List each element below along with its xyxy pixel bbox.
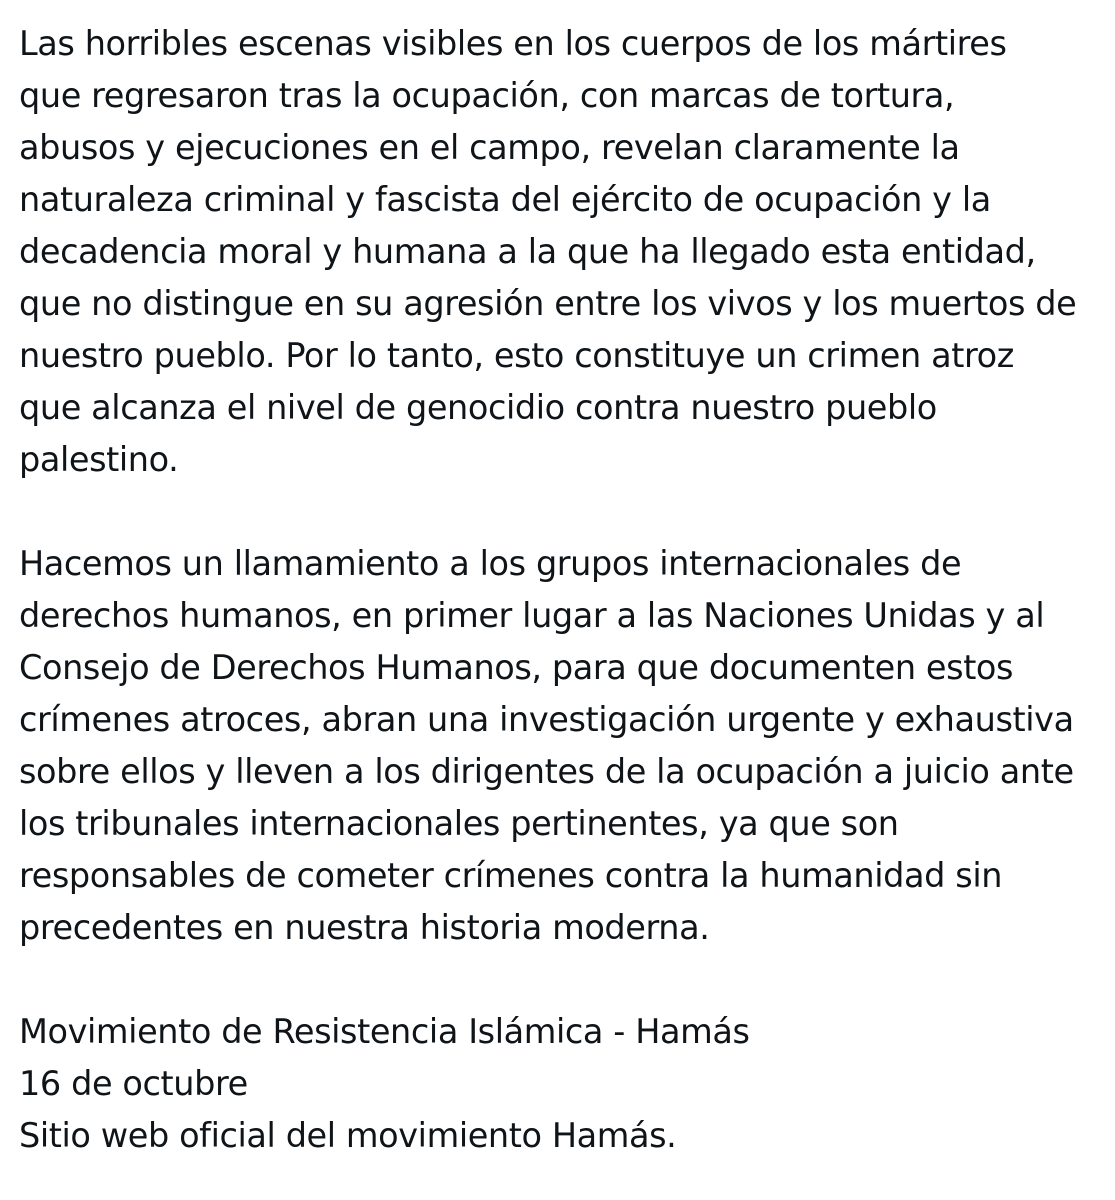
text-line: Consejo de Derechos Humanos, para que documenten estos (19, 648, 1014, 687)
paragraph-1 (19, 18, 1101, 486)
text-line: naturaleza criminal y fascista del ejército de ocupación y la (19, 180, 991, 219)
text-line: sobre ellos y lleven a los dirigentes de la ocupación a juicio ante (19, 752, 1074, 791)
text-line: Las horribles escenas visibles en los cuerpos de los mártires (19, 24, 1007, 63)
text-line: derechos humanos, en primer lugar a las Naciones Unidas y al (19, 596, 1045, 635)
text-line: que alcanza el nivel de genocidio contra nuestro pueblo (19, 388, 937, 427)
text-line: abusos y ejecuciones en el campo, revelan claramente la (19, 128, 960, 167)
paragraph-gap (19, 486, 1101, 538)
text-line: los tribunales internacionales pertinentes, ya que son (19, 804, 899, 843)
text-line: Hacemos un llamamiento a los grupos internacionales de (19, 544, 962, 583)
text-line: nuestro pueblo. Por lo tanto, esto constituye un crimen atroz (19, 336, 1014, 375)
paragraph-2 (19, 538, 1101, 954)
text-line: que no distingue en su agresión entre los vivos y los muertos de (19, 284, 1077, 323)
signature-organization: Movimiento de Resistencia Islámica - Hamás (19, 1012, 750, 1051)
paragraph-gap (19, 954, 1101, 1006)
text-line: precedentes en nuestra historia moderna. (19, 908, 710, 947)
text-line: decadencia moral y humana a la que ha llegado esta entidad, (19, 232, 1036, 271)
signature-source: Sitio web oficial del movimiento Hamás. (19, 1116, 677, 1155)
signature-date: 16 de octubre (19, 1064, 248, 1103)
text-line: crímenes atroces, abran una investigación urgente y exhaustiva (19, 700, 1074, 739)
text-line: palestino. (19, 440, 179, 479)
text-line: que regresaron tras la ocupación, con marcas de tortura, (19, 76, 955, 115)
text-line: responsables de cometer crímenes contra la humanidad sin (19, 856, 1003, 895)
signature (19, 1006, 1101, 1162)
